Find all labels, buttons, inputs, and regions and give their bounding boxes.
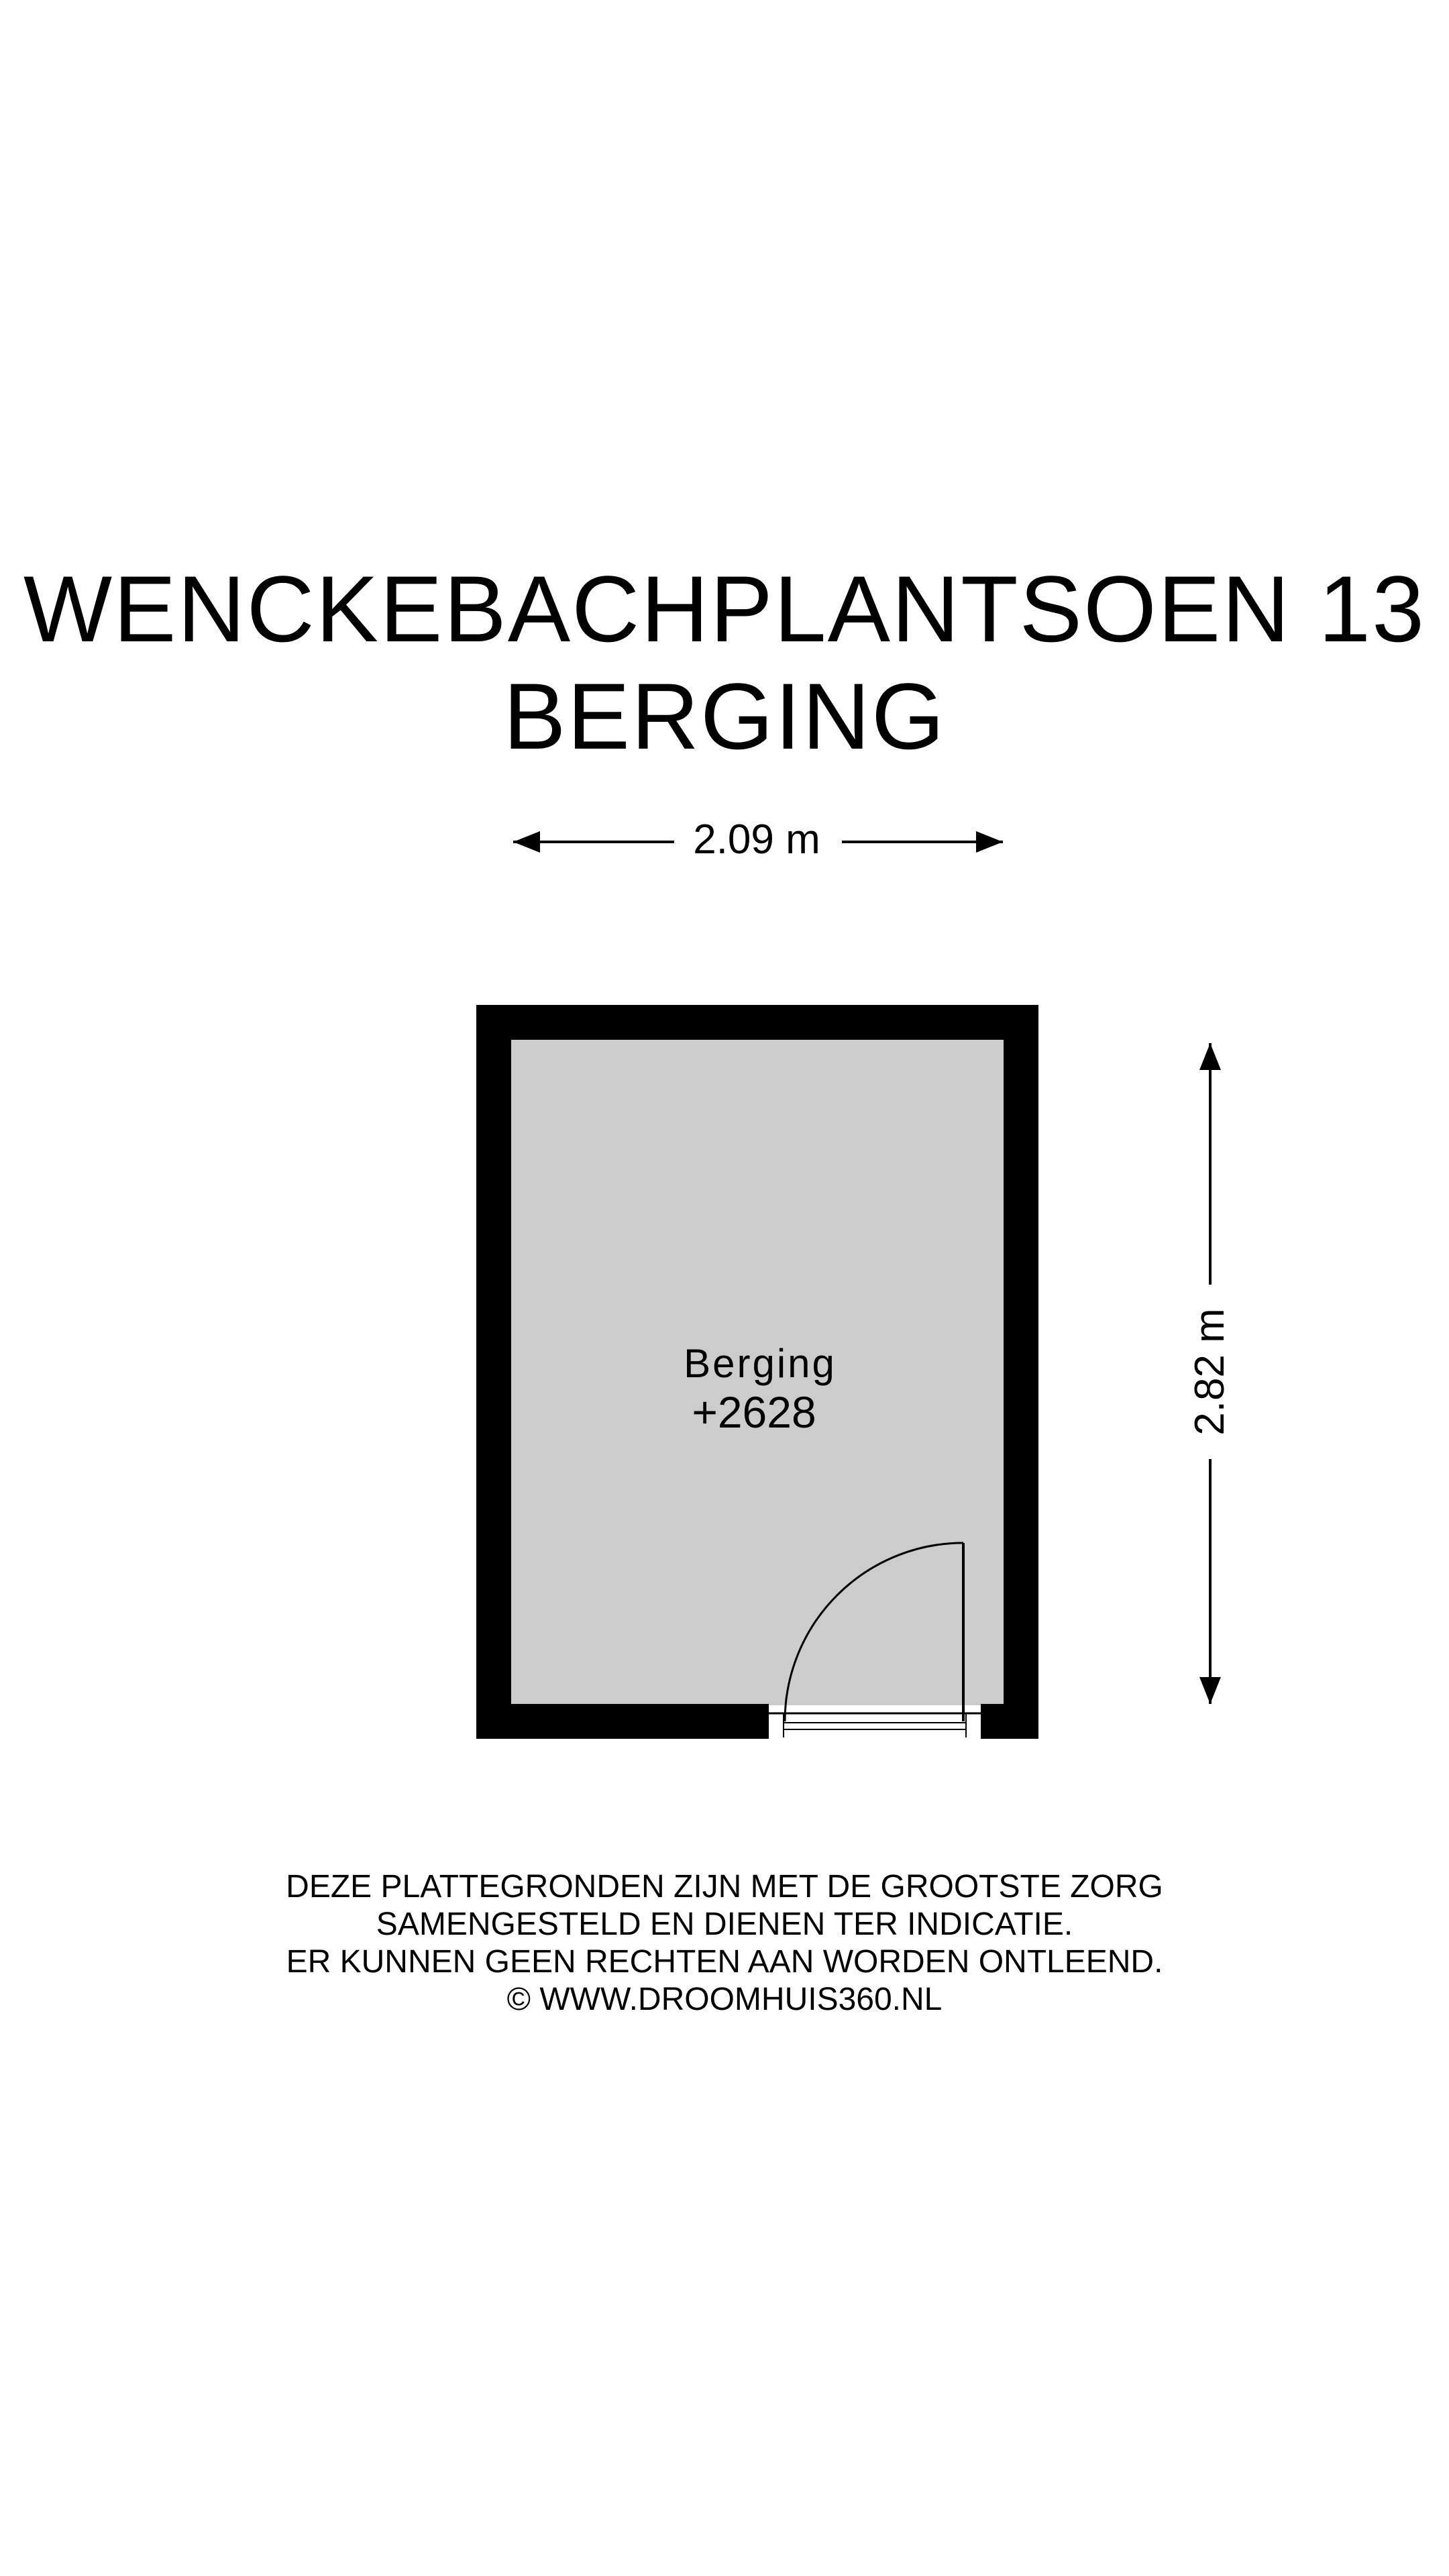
room-name-label: Berging [684,1341,837,1386]
wall-right [1004,1005,1038,1739]
height-dimension-label: 2.82 m [1187,1308,1233,1436]
height-dimension [1187,1043,1233,1704]
room-berging [476,1005,1038,1739]
width-dimension [513,816,1003,863]
floorplan-title-address: WENCKEBACHPLANTSOEN 13 [23,556,1426,661]
copyright-line: © WWW.DROOMHUIS360.NL [506,1982,943,2017]
wall-bottom-left [476,1704,769,1739]
floorplan-title-room: BERGING [503,663,946,769]
wall-bottom-right [981,1704,1038,1739]
wall-top [476,1005,1038,1040]
disclaimer-line: DEZE PLATTEGRONDEN ZIJN MET DE GROOTSTE ZORG [286,1869,1163,1904]
door-threshold [769,1705,981,1737]
width-dimension-label: 2.09 m [693,816,820,863]
room-level-label: +2628 [692,1387,816,1437]
disclaimer [0,1868,1449,2019]
wall-left [476,1005,511,1739]
disclaimer-line: ER KUNNEN GEEN RECHTEN AAN WORDEN ONTLEEND. [286,1944,1163,1980]
disclaimer-line: SAMENGESTELD EN DIENEN TER INDICATIE. [376,1907,1073,1942]
